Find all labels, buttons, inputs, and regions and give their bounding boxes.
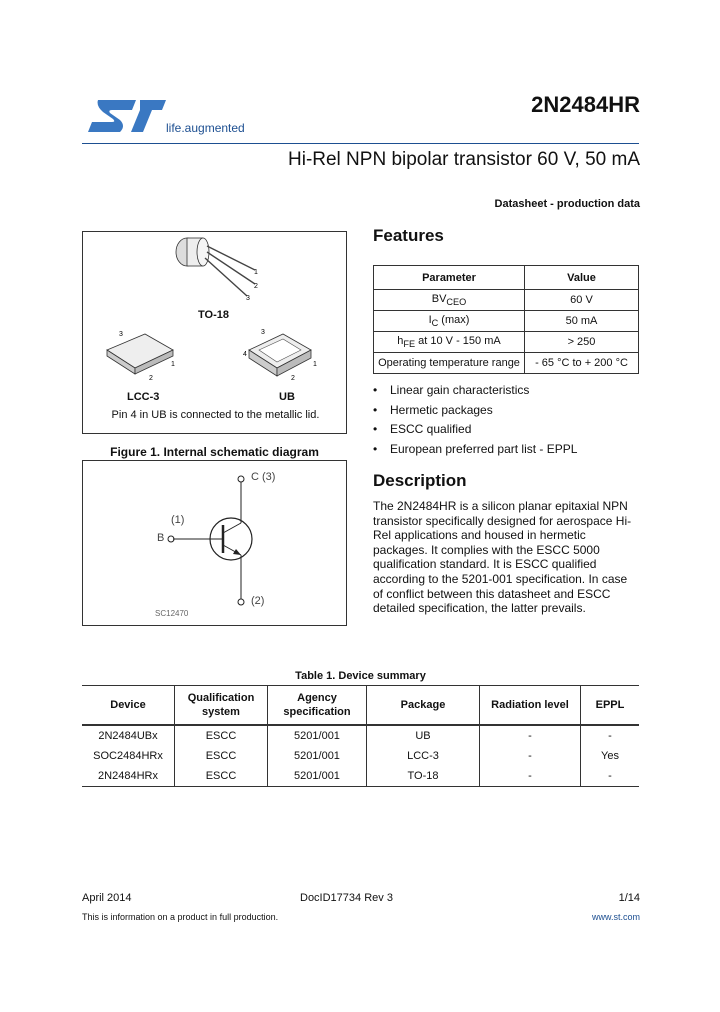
emitter-label: (2) — [251, 595, 265, 607]
features-table — [373, 265, 639, 374]
list-item: • Hermetic packages — [373, 402, 493, 417]
npn-schematic — [83, 461, 346, 625]
svg-text:2: 2 — [254, 283, 258, 290]
table1-caption: Table 1. Device summary — [295, 670, 426, 682]
svg-text:4: 4 — [243, 351, 247, 358]
value-header: Value — [525, 266, 639, 290]
table-row: SOC2484HRx ESCC 5201/001 LCC-3 - Yes — [82, 746, 639, 766]
svg-text:3: 3 — [119, 331, 123, 338]
doc-type: Datasheet - production data — [494, 198, 640, 210]
footer-date: April 2014 — [82, 892, 132, 904]
features-heading: Features — [373, 226, 444, 245]
collector-label: C (3) — [251, 471, 276, 483]
feature-list — [373, 382, 577, 460]
col-header: EPPL — [581, 686, 640, 726]
logo-tagline: life.augmented — [166, 121, 245, 135]
to18-drawing — [176, 238, 255, 296]
list-item: • European preferred part list - EPPL — [373, 441, 578, 456]
col-header: Qualification system — [175, 686, 268, 726]
svg-text:2: 2 — [149, 375, 153, 382]
base-label: B — [157, 532, 165, 544]
list-item: • ESCC qualified — [373, 422, 472, 436]
svg-text:1: 1 — [254, 269, 258, 276]
col-header: Radiation level — [480, 686, 581, 726]
footer-url[interactable]: www.st.com — [591, 912, 640, 922]
value-cell: 60 V — [525, 290, 639, 311]
table-row — [374, 332, 639, 353]
ub-label: UB — [279, 391, 295, 403]
table-row: 2N2484UBx ESCC 5201/001 UB - - — [82, 725, 639, 746]
description-text: The 2N2484HR is a silicon planar epitaxial NPN transistor specifically designed for aerospace Hi-Rel applications and housed in hermetic packages. It complies with the ESCC 5000 qualification standard. It is ESCC qualified according to the 5201-001 specification. In case of conflict between this datasheet and ESCC detailed specification, the latter prevails. — [373, 499, 632, 616]
footer-page: 1/14 — [618, 892, 640, 904]
table-row — [374, 290, 639, 311]
package-note: Pin 4 in UB is connected to the metallic lid. — [111, 409, 320, 421]
col-header: Device — [82, 686, 175, 726]
param-cell: Operating temperature range — [374, 353, 525, 374]
device-summary-table — [82, 685, 639, 787]
lcc3-drawing — [107, 334, 173, 374]
param-cell: $h_{FE}$ at 10 V - 150 mA — [374, 332, 525, 353]
svg-text:1: 1 — [313, 361, 317, 368]
param-header: Parameter — [374, 266, 525, 290]
footer-note: This is information on a product in full production. — [82, 912, 279, 922]
col-header: Agency specification — [268, 686, 367, 726]
footer-doc-id: DocID17734 Rev 3 — [300, 892, 393, 904]
svg-text:3: 3 — [261, 329, 265, 336]
param-cell: $BV_{CEO}$ — [374, 290, 525, 311]
description-heading: Description — [373, 471, 467, 490]
schematic-box — [82, 460, 347, 626]
table-row — [374, 353, 639, 374]
col-header: Package — [367, 686, 480, 726]
to18-label: TO-18 — [198, 309, 229, 321]
table-row — [374, 311, 639, 332]
value-cell: - 65 °C to + 200 °C — [525, 353, 639, 374]
product-subtitle: Hi-Rel NPN bipolar transistor 60 V, 50 mA — [288, 149, 640, 170]
svg-text:1: 1 — [171, 361, 175, 368]
figure1-caption: Figure 1. Internal schematic diagram — [110, 445, 319, 459]
value-cell: 50 mA — [525, 311, 639, 332]
table-row: 2N2484HRx ESCC 5201/001 TO-18 - - — [82, 766, 639, 787]
package-drawings — [83, 232, 346, 433]
base-pin-label: (1) — [171, 514, 185, 526]
list-item: • Linear gain characteristics — [373, 383, 530, 397]
value-cell: > 250 — [525, 332, 639, 353]
lcc3-label: LCC-3 — [127, 391, 160, 403]
svg-text:3: 3 — [246, 295, 250, 302]
header-rule — [82, 143, 639, 144]
svg-text:2: 2 — [291, 375, 295, 382]
schematic-ref: SC12470 — [155, 609, 189, 618]
package-box — [82, 231, 347, 434]
ub-drawing — [249, 334, 311, 376]
part-number: 2N2484HR — [531, 92, 640, 117]
param-cell: $I_C$ (max) — [374, 311, 525, 332]
